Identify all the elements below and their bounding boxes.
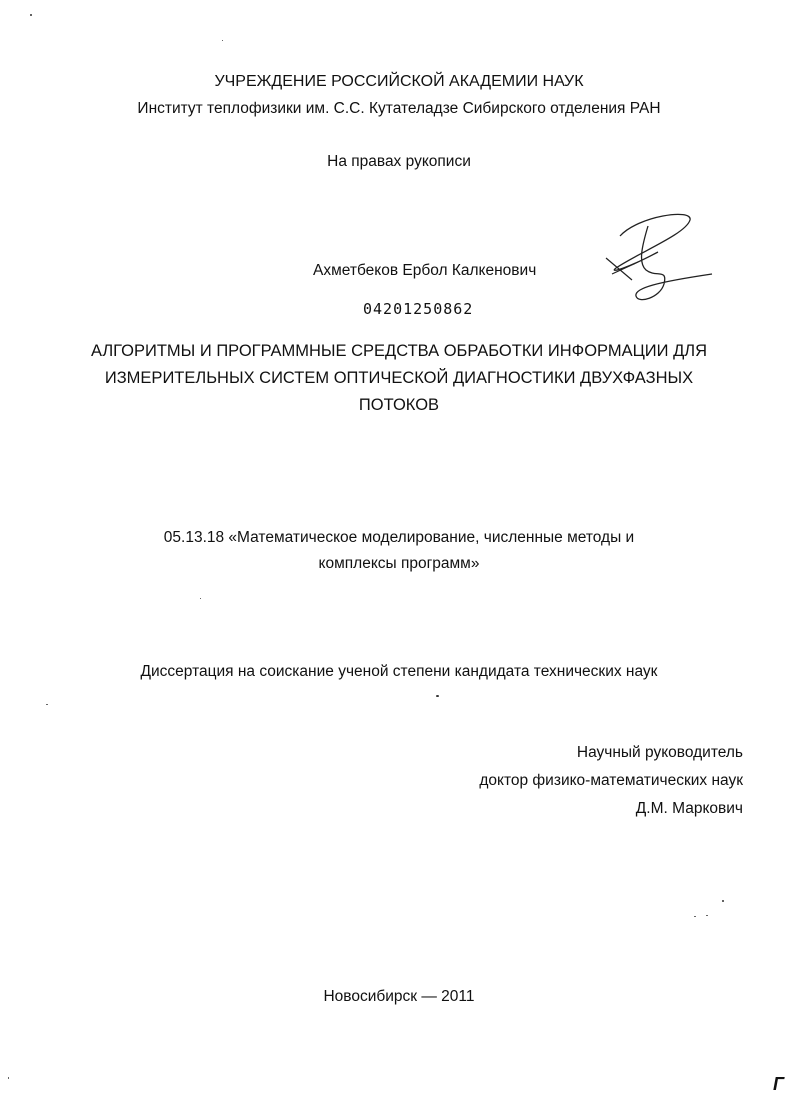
institution-name: УЧРЕЖДЕНИЕ РОССИЙСКОЙ АКАДЕМИИ НАУК xyxy=(214,73,584,90)
scan-speck xyxy=(8,1077,9,1079)
specialty-line-2: комплексы программ» xyxy=(318,555,480,572)
scan-speck xyxy=(222,40,223,41)
scan-speck xyxy=(30,14,32,16)
scan-speck xyxy=(722,900,724,902)
title-line-1: АЛГОРИТМЫ И ПРОГРАММНЫЕ СРЕДСТВА ОБРАБОТКИ ИНФОРМАЦИИ ДЛЯ xyxy=(90,342,708,360)
supervisor-role: Научный руководитель xyxy=(576,744,743,761)
city-year: Новосибирск — 2011 xyxy=(323,988,475,1005)
title-line-2: ИЗМЕРИТЕЛЬНЫХ СИСТЕМ ОПТИЧЕСКОЙ ДИАГНОСТИКИ ДВУХФАЗНЫХ xyxy=(104,369,694,387)
scan-speck xyxy=(46,704,48,705)
degree-statement: Диссертация на соискание ученой степени кандидата технических наук xyxy=(140,663,658,680)
title-line-3: ПОТОКОВ xyxy=(358,396,440,414)
page-mark: Г xyxy=(773,1074,785,1094)
author-name: Ахметбеков Ербол Калкенович xyxy=(313,262,537,279)
scan-speck xyxy=(200,598,201,599)
supervisor-degree: доктор физико-математических наук xyxy=(479,772,743,789)
supervisor-name: Д.М. Маркович xyxy=(635,800,743,817)
scan-speck xyxy=(436,695,439,697)
specialty-line-1: 05.13.18 «Математическое моделирование, численные методы и xyxy=(163,529,635,546)
institute-name: Институт теплофизики им. С.С. Кутателадзе Сибирского отделения РАН xyxy=(137,100,661,117)
scan-speck xyxy=(694,916,696,917)
signature-icon xyxy=(598,208,716,304)
registration-number: 04201250862 xyxy=(363,300,474,318)
manuscript-note: На правах рукописи xyxy=(327,153,471,170)
scan-speck xyxy=(706,915,708,916)
